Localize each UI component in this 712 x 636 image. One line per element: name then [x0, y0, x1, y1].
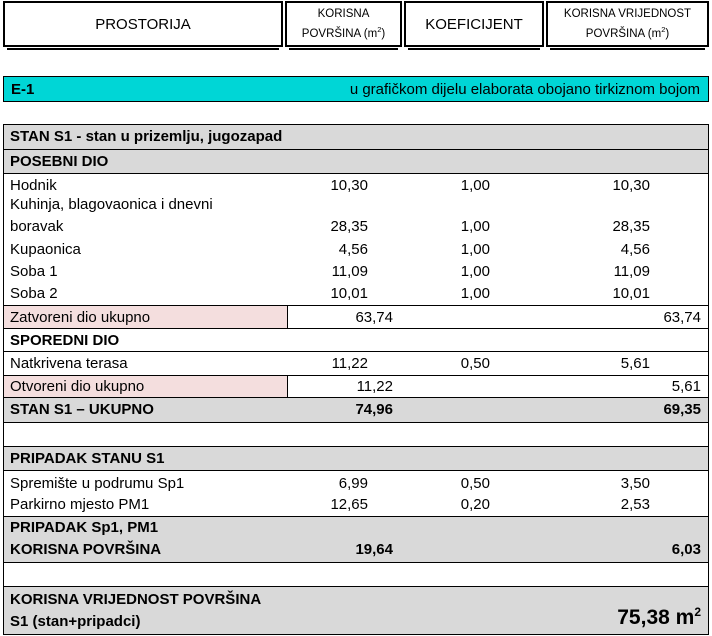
pripadak-total-value: 6,03 — [671, 541, 701, 558]
room-area: 28,35 — [330, 218, 368, 235]
unit-banner — [3, 76, 709, 102]
header-vrijednost-line1: KORISNA VRIJEDNOST — [563, 7, 692, 20]
item-coef: 0,20 — [460, 496, 490, 513]
item-name: Spremište u podrumu Sp1 — [10, 475, 185, 492]
column-separator — [287, 306, 288, 328]
room-name: Hodnik — [10, 177, 57, 194]
otvoreni-total-row — [4, 375, 708, 397]
spacer-row — [4, 562, 708, 586]
room-name-line1: Kuhinja, blagovaonica i dnevni — [10, 196, 213, 213]
room-coef: 1,00 — [460, 285, 490, 302]
room-coef: 0,50 — [460, 355, 490, 372]
table-row — [4, 239, 708, 261]
stan-total-row — [4, 397, 708, 422]
posebni-title-row — [4, 149, 708, 173]
summary-row — [4, 586, 708, 634]
item-name: Parkirno mjesto PM1 — [10, 496, 150, 513]
room-value: 4,56 — [620, 241, 650, 258]
room-coef: 1,00 — [460, 263, 490, 280]
room-name: Soba 2 — [10, 285, 58, 302]
pripadak-total-row — [4, 516, 708, 562]
stan-total-value: 69,35 — [663, 401, 701, 418]
unit-description: u grafičkom dijelu elaborata obojano tirkiznom bojom — [349, 81, 700, 98]
otvoreni-area: 11,22 — [356, 378, 393, 395]
spacer-row — [4, 422, 708, 446]
room-value: 11,09 — [613, 263, 650, 280]
item-value: 2,53 — [620, 496, 650, 513]
table-row — [4, 261, 708, 283]
header-korisna-vrijednost — [546, 1, 709, 47]
table-row — [4, 195, 708, 239]
sporedni-title-row — [4, 328, 708, 351]
header-korisna-sup: 2 — [377, 24, 382, 34]
room-value: 28,35 — [612, 218, 650, 235]
zatvoreni-area: 63,74 — [355, 309, 393, 326]
stan-total-area: 74,96 — [355, 401, 393, 418]
summary-value-sup: 2 — [694, 605, 701, 619]
column-separator — [287, 376, 288, 397]
pripadak-total-label-1: PRIPADAK Sp1, PM1 — [10, 519, 159, 536]
item-coef: 0,50 — [460, 475, 490, 492]
summary-value — [617, 605, 701, 630]
room-name: Natkrivena terasa — [10, 355, 128, 372]
posebni-title: POSEBNI DIO — [10, 153, 109, 170]
summary-value-text: 75,38 m — [617, 606, 695, 629]
stan-title-row — [4, 125, 708, 149]
header-korisna-close: ) — [381, 27, 386, 40]
item-area: 12,65 — [330, 496, 368, 513]
zatvoreni-value: 63,74 — [663, 309, 701, 326]
otvoreni-value: 5,61 — [671, 378, 701, 395]
room-area: 4,56 — [338, 241, 368, 258]
header-vrijednost-close: ) — [665, 27, 670, 40]
header-prostorija-label: PROSTORIJA — [95, 15, 191, 33]
header-koeficijent — [404, 1, 544, 47]
room-coef: 1,00 — [460, 241, 490, 258]
header-vrijednost-sup: 2 — [661, 24, 666, 34]
room-area: 10,30 — [330, 177, 368, 194]
room-name: Kupaonica — [10, 241, 81, 258]
header-korisna-povrsina — [285, 1, 402, 47]
header-prostorija — [3, 1, 283, 47]
table-row — [4, 283, 708, 305]
header-korisna-line1: KORISNA — [317, 7, 370, 20]
pripadak-title-row — [4, 446, 708, 470]
room-name-line2: boravak — [10, 218, 64, 235]
room-name: Soba 1 — [10, 263, 58, 280]
room-area: 11,22 — [331, 355, 368, 372]
summary-label-2: S1 (stan+pripadci) — [10, 613, 141, 630]
table-header — [0, 0, 712, 52]
item-area: 6,99 — [338, 475, 368, 492]
room-value: 10,01 — [612, 285, 650, 302]
table-row — [4, 351, 708, 375]
room-area: 10,01 — [330, 285, 368, 302]
table-row — [4, 494, 708, 516]
header-koeficijent-label: KOEFICIJENT — [425, 15, 523, 33]
stan-title: STAN S1 - stan u prizemlju, jugozapad — [10, 128, 283, 145]
unit-code: E-1 — [11, 81, 35, 98]
room-coef: 1,00 — [460, 177, 490, 194]
header-vrijednost-line2: POVRŠINA (m — [585, 27, 662, 40]
sporedni-title: SPOREDNI DIO — [10, 332, 120, 349]
header-korisna-line2: POVRŠINA (m — [301, 27, 378, 40]
pripadak-title: PRIPADAK STANU S1 — [10, 450, 165, 467]
room-coef: 1,00 — [460, 218, 490, 235]
pripadak-total-area: 19,64 — [355, 541, 393, 558]
room-value: 5,61 — [620, 355, 650, 372]
table-row — [4, 173, 708, 195]
area-table — [3, 124, 709, 635]
item-value: 3,50 — [620, 475, 650, 492]
zatvoreni-label: Zatvoreni dio ukupno — [10, 309, 151, 326]
stan-total-label: STAN S1 – UKUPNO — [10, 401, 154, 418]
summary-label-1: KORISNA VRIJEDNOST POVRŠINA — [10, 591, 262, 608]
pripadak-total-label-2: KORISNA POVRŠINA — [10, 541, 162, 558]
otvoreni-label: Otvoreni dio ukupno — [10, 378, 145, 395]
table-row — [4, 470, 708, 494]
room-value: 10,30 — [612, 177, 650, 194]
zatvoreni-total-row — [4, 305, 708, 328]
room-area: 11,09 — [331, 263, 368, 280]
